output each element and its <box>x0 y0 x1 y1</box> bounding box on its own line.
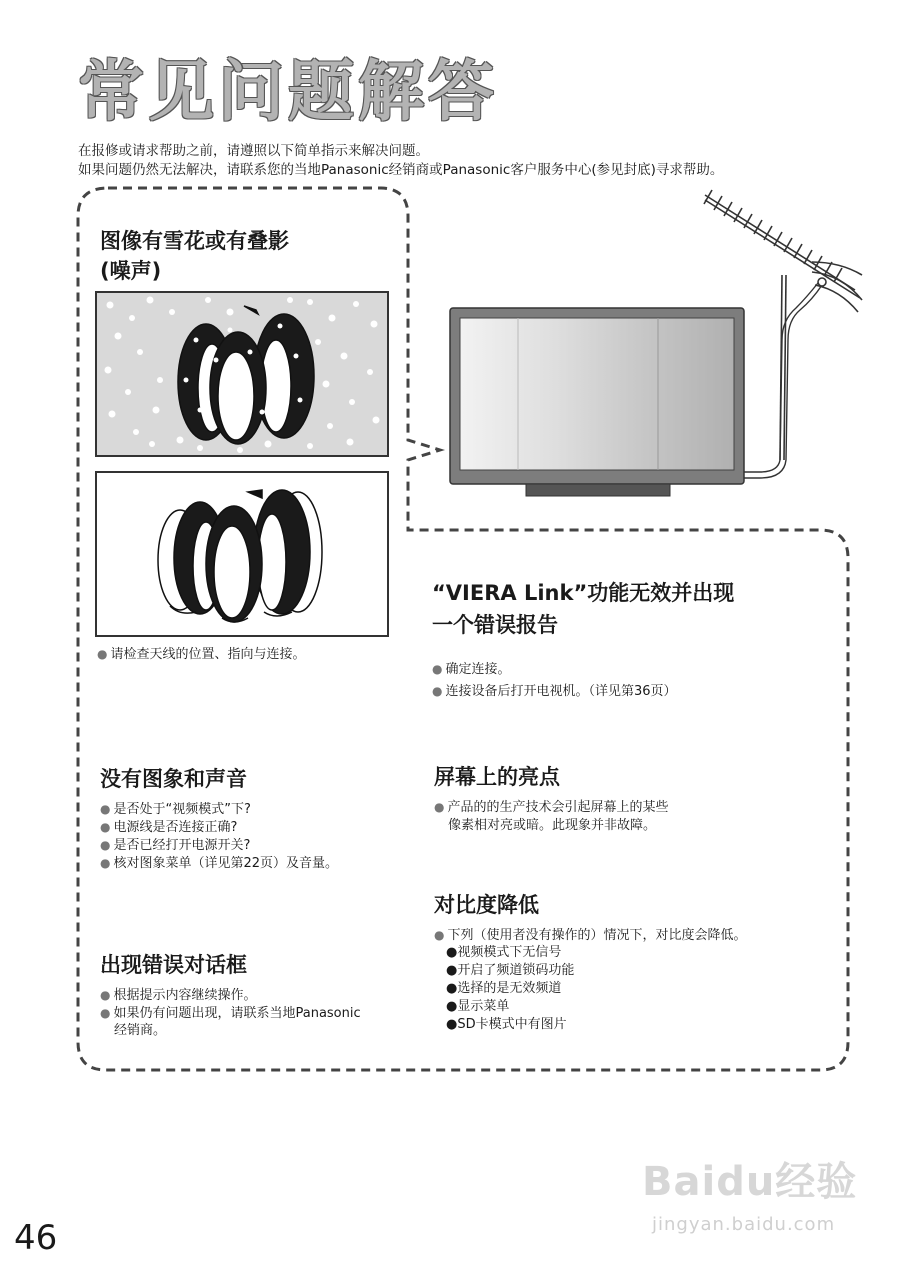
viera-heading-line2: 一个错误报告 <box>432 613 558 637</box>
bullet-icon: ● <box>100 1006 111 1020</box>
viera-heading-line1: “VIERA Link”功能无效并出现 <box>432 581 735 605</box>
snow-bullet-text: 请检查天线的位置、指向与连接。 <box>110 647 306 662</box>
intro-line-2: 如果问题仍然无法解决，请联系您的当地Panasonic经销商或Panasonic客户服务中心(参见封底)寻求帮助。 <box>78 162 724 178</box>
contrast-sub-3 <box>446 980 561 998</box>
error-dialog-heading: 出现错误对话框 <box>100 953 247 977</box>
bullet-icon: ● <box>100 820 111 834</box>
no-picture-bullet-3-text: 是否已经打开电源开关? <box>113 838 251 853</box>
snow-heading-line2: (噪声) <box>100 259 162 283</box>
snow-bullet <box>97 645 306 664</box>
sub-bullet-icon: ● <box>446 945 458 960</box>
bullet-icon: ● <box>432 662 443 676</box>
bullet-icon: ● <box>434 928 445 942</box>
error-dialog-bullet-2-line2: 经销商。 <box>114 1023 167 1038</box>
no-picture-bullet-3 <box>100 836 250 855</box>
sub-bullet-icon: ● <box>446 963 458 978</box>
contrast-bullet <box>434 926 747 945</box>
bullet-icon: ● <box>100 988 111 1002</box>
tv-illustration <box>450 308 744 496</box>
intro-line-1: 在报修或请求帮助之前，请遵照以下简单指示来解决问题。 <box>78 143 429 159</box>
no-picture-bullet-2 <box>100 818 237 837</box>
page-title: 常见问题解答 <box>78 53 498 130</box>
contrast-sub-1-text: 视频模式下无信号 <box>457 945 562 960</box>
bullet-icon: ● <box>432 684 443 698</box>
snow-heading-line1: 图像有雪花或有叠影 <box>100 229 289 253</box>
bright-spots-bullet-line2: 像素相对亮或暗。此现象并非故障。 <box>448 818 657 833</box>
sub-bullet-icon: ● <box>446 999 458 1014</box>
snowy-penguin-image <box>96 292 388 456</box>
no-picture-bullet-1 <box>100 800 251 819</box>
bullet-icon: ● <box>100 856 111 870</box>
clear-penguin-image <box>96 472 388 636</box>
bright-spots-bullet-text-1: 产品的的生产技术会引起屏幕上的某些 <box>447 800 669 815</box>
contrast-sub-1 <box>446 944 561 962</box>
sub-bullet-icon: ● <box>446 981 458 996</box>
no-picture-bullet-4-text: 核对图象菜单（详见第22页）及音量。 <box>113 856 339 871</box>
bullet-icon: ● <box>97 647 108 661</box>
contrast-bullet-text: 下列（使用者没有操作的）情况下，对比度会降低。 <box>447 928 747 943</box>
contrast-sub-3-text: 选择的是无效频道 <box>457 981 562 996</box>
error-dialog-bullet-1 <box>100 986 257 1005</box>
bullet-icon: ● <box>100 838 111 852</box>
bullet-icon: ● <box>100 802 111 816</box>
bright-spots-heading: 屏幕上的亮点 <box>434 765 560 789</box>
contrast-heading: 对比度降低 <box>434 893 539 917</box>
error-dialog-bullet-2-text: 如果仍有问题出现，请联系当地Panasonic <box>113 1006 361 1021</box>
bright-spots-bullet-line1 <box>434 798 669 817</box>
baidu-watermark-logo: Baidu经验 <box>642 1159 858 1205</box>
no-picture-bullet-1-text: 是否处于“视频模式”下? <box>113 802 251 817</box>
contrast-sub-4 <box>446 998 509 1016</box>
contrast-sub-5-text: SD卡模式中有图片 <box>457 1017 567 1032</box>
contrast-sub-2-text: 开启了频道锁码功能 <box>457 963 575 978</box>
page-number: 46 <box>14 1218 58 1258</box>
baidu-watermark-url: jingyan.baidu.com <box>652 1214 836 1235</box>
contrast-sub-4-text: 显示菜单 <box>457 999 510 1014</box>
viera-bullet-2-text: 连接设备后打开电视机。（详见第36页） <box>445 684 677 699</box>
viera-bullet-1-text: 确定连接。 <box>445 662 511 677</box>
no-picture-bullet-2-text: 电源线是否连接正确? <box>113 820 238 835</box>
viera-bullet-2 <box>432 682 677 701</box>
sub-bullet-icon: ● <box>446 1017 458 1032</box>
no-picture-bullet-4 <box>100 854 338 873</box>
no-picture-heading: 没有图象和声音 <box>100 767 247 791</box>
error-dialog-bullet-1-text: 根据提示内容继续操作。 <box>113 988 257 1003</box>
viera-bullet-1 <box>432 660 511 679</box>
contrast-sub-5 <box>446 1016 567 1034</box>
contrast-sub-2 <box>446 962 574 980</box>
error-dialog-bullet-2 <box>100 1004 361 1023</box>
bullet-icon: ● <box>434 800 445 814</box>
